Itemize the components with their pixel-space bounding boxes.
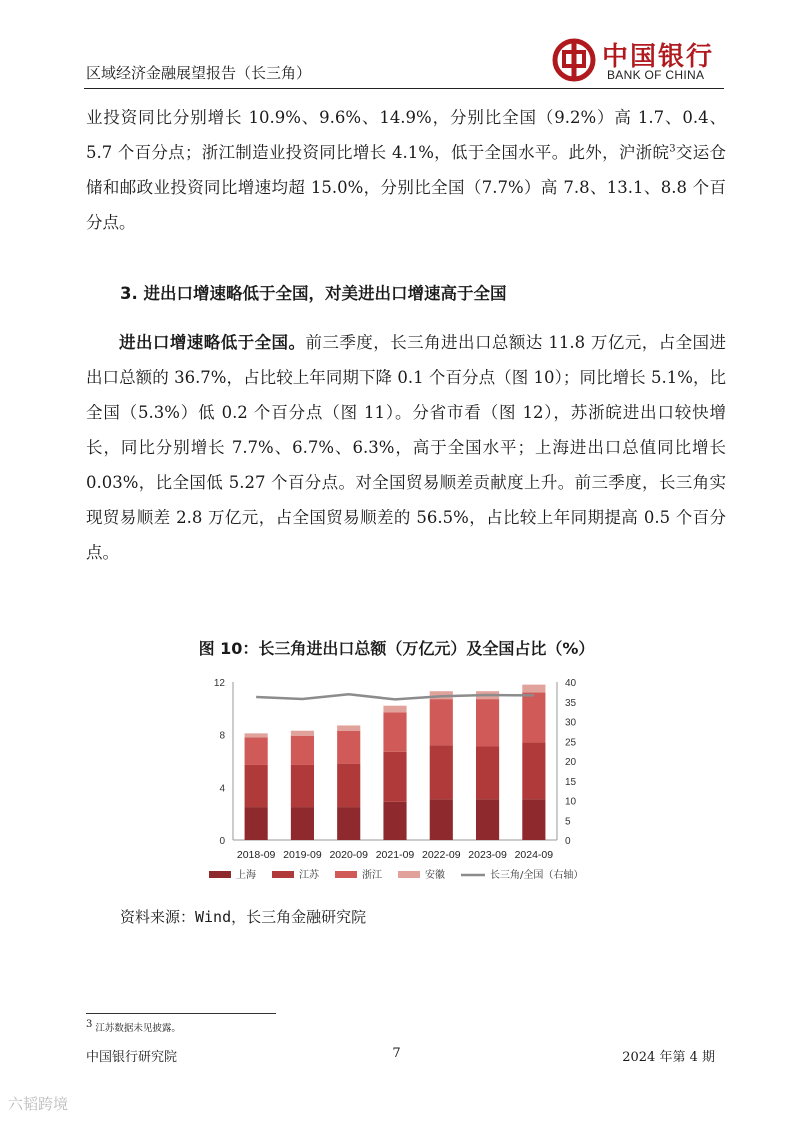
legend-swatch [335, 871, 357, 878]
footnote [86, 1020, 181, 1034]
figure-source: 资料来源：Wind，长三角金融研究院 [120, 908, 367, 926]
y-tick-label: 0 [219, 836, 225, 847]
logo-english-name: BANK OF CHINA [607, 68, 705, 82]
x-tick-label: 2024-09 [514, 849, 554, 861]
paragraph-text: 业投资同比分别增长 10.9%、9.6%、14.9%，分别比全国（9.2%）高 1.7、0.4、5.7 个百分点；浙江制造业投资同比增长 4.1%，低于全国水平。此外，沪浙皖 [86, 108, 726, 162]
bar-segment [291, 807, 314, 840]
bar-segment [522, 743, 545, 800]
y2-tick-label: 40 [565, 678, 577, 689]
legend-swatch [272, 871, 294, 878]
section-heading: 3. 进出口增速略低于全国，对美进出口增速高于全国 [120, 284, 507, 303]
bar-segment [522, 693, 545, 743]
legend-label: 江苏 [299, 870, 319, 881]
y2-tick-label: 30 [565, 717, 577, 729]
report-title: 区域经济金融展望报告（长三角） [86, 64, 312, 82]
bar-segment [337, 764, 360, 807]
page-number: 7 [392, 1046, 401, 1061]
x-tick-label: 2020-09 [329, 849, 368, 861]
legend-label: 上海 [236, 870, 256, 881]
legend-swatch [398, 871, 420, 878]
footer-institute: 中国银行研究院 [86, 1050, 178, 1065]
bar-segment [430, 699, 453, 745]
bar-segment [476, 699, 499, 746]
bar-segment [383, 712, 406, 752]
y2-tick-label: 10 [565, 796, 577, 808]
paragraph-text-tail: 交运仓储和邮政业投资同比增速均超 15.0%，分别比全国（7.7%）高 7.8、13.1、8.8 个百分点。 [86, 143, 726, 232]
paragraph-lead: 进出口增速略低于全国。 [119, 333, 306, 352]
bar-segment [245, 765, 268, 807]
y2-tick-label: 25 [565, 737, 577, 749]
y-tick-label: 4 [219, 783, 225, 795]
header-divider [84, 88, 724, 89]
y2-tick-label: 35 [565, 697, 577, 709]
bar-segment [383, 752, 406, 802]
paragraph-investment [86, 100, 726, 240]
legend-label: 浙江 [362, 870, 382, 881]
bar-segment [383, 706, 406, 713]
bar-segment [337, 807, 360, 840]
bar-segment [291, 731, 314, 736]
bar-segment [476, 747, 499, 800]
bar-segment [430, 745, 453, 799]
bar-segment [476, 799, 499, 840]
bar-segment [430, 799, 453, 840]
bar-segment [245, 807, 268, 840]
x-tick-label: 2018-09 [236, 849, 276, 861]
bank-logo [552, 34, 732, 86]
bar-segment [522, 799, 545, 840]
paragraph-text: 前三季度，长三角进出口总额达 11.8 万亿元，占全国进出口总额的 36.7%，占比较上年同期下降 0.1 个百分点（图 10）；同比增长 5.1%，比全国（5.3%）低 0.2 个百分点（图 11）。分省市看（图 12），苏浙皖进出口较快增长，同比分别增长 7.7%、6.7%、6.3%，高于全国水平；上海进出口总值同比增长 0.03%，比全国低 5.27 个百分点。对全国贸易顺差贡献度上升。前三季度，长三角实现贸易顺差 2.8 万亿元，占全国贸易顺差的 56.5%，占比较上年同期提高 0.5 个百分点。 [86, 333, 727, 562]
bar-segment [337, 725, 360, 730]
y-tick-label: 12 [213, 678, 225, 689]
footnote-ref[interactable]: 3 [669, 143, 676, 155]
legend-label: 长三角/全国（右轴） [490, 870, 584, 881]
y2-tick-label: 20 [565, 757, 577, 768]
bar-segment [245, 737, 268, 765]
footnote-mark: 3 [86, 1018, 93, 1030]
y-tick-label: 8 [219, 730, 225, 742]
bar-segment [337, 731, 360, 764]
x-tick-label: 2021-09 [375, 849, 415, 861]
x-tick-label: 2019-09 [283, 849, 322, 861]
y2-tick-label: 15 [565, 776, 577, 788]
x-tick-label: 2023-09 [468, 849, 507, 861]
figure-title: 图 10：长三角进出口总额（万亿元）及全国占比（%） [198, 639, 595, 658]
bar-segment [291, 736, 314, 765]
legend-swatch [209, 871, 231, 878]
x-tick-label: 2022-09 [422, 849, 461, 861]
y2-tick-label: 0 [565, 836, 571, 847]
footnote-text: 江苏数据未见披露。 [95, 1023, 181, 1034]
logo-chinese-name: 中国银行 [602, 42, 715, 72]
y2-tick-label: 5 [565, 816, 571, 828]
trade-chart [195, 670, 605, 895]
bar-segment [245, 733, 268, 737]
paragraph-trade [86, 325, 726, 570]
watermark: 六韬跨境 [8, 1095, 69, 1113]
footer-issue: 2024 年第 4 期 [622, 1050, 715, 1065]
legend-label: 安徽 [425, 870, 445, 881]
bank-of-china-emblem-icon [552, 38, 596, 82]
bar-segment [383, 802, 406, 840]
footnote-divider [86, 1013, 276, 1014]
bar-segment [522, 685, 545, 693]
bar-segment [291, 765, 314, 807]
